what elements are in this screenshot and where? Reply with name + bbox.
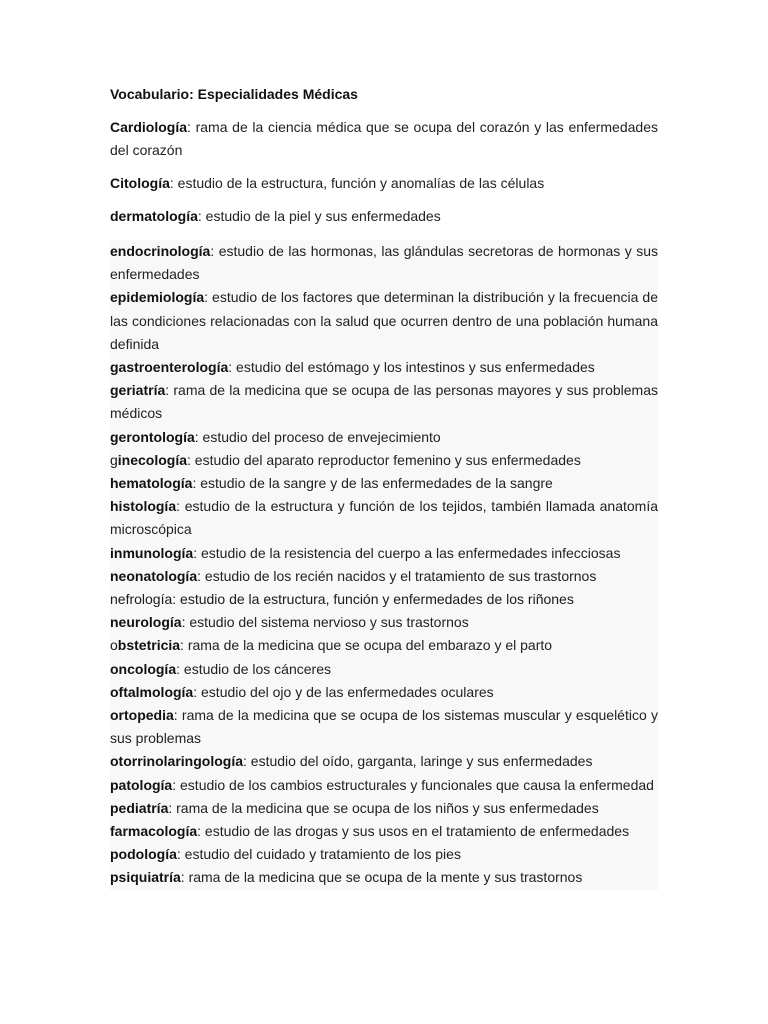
entry-definition: : estudio de los factores que determinan la distribución y la frecuencia de las condiciones relacionadas con la salud que ocurren dentro de una población humana definida	[110, 289, 658, 352]
entry-term: inmunología	[110, 544, 194, 561]
entry-neonatologia	[110, 565, 658, 588]
entry-term: histología	[110, 498, 177, 515]
entry-term: ortopedia	[110, 707, 174, 724]
entry-definition: : estudio del sistema nervioso y sus trastornos	[181, 614, 469, 631]
document-page	[110, 84, 658, 890]
entry-podologia	[110, 843, 658, 866]
entry-term: Citología	[110, 175, 170, 191]
vocabulary-list	[110, 240, 658, 890]
entry-definition: : rama de la medicina que se ocupa de las personas mayores y sus problemas médicos	[110, 382, 658, 422]
entry-term: epidemiología	[110, 289, 205, 306]
entry-term: podología	[110, 846, 177, 863]
entry-gastroenterologia	[110, 356, 658, 379]
entry-inmunologia	[110, 542, 658, 565]
entry-definition: : estudio de la resistencia del cuerpo a las enfermedades infecciosas	[193, 544, 621, 561]
entry-definition: : estudio de la estructura, función y anomalías de las células	[169, 175, 545, 191]
entry-definition: : estudio de la piel y sus enfermedades	[197, 208, 441, 224]
entry-definition: : estudio del oído, garganta, laringe y sus enfermedades	[243, 753, 593, 770]
entry-term: Cardiología	[110, 119, 188, 135]
entry-definition: : estudio de los cánceres	[176, 660, 331, 677]
entry-term: endocrinología	[110, 243, 211, 259]
entry-term: hematología	[110, 475, 193, 492]
entry-term: bstetricia	[117, 637, 181, 654]
entry-definition: : estudio del estómago y los intestinos y sus enfermedades	[228, 359, 595, 376]
entry-ginecologia	[110, 449, 658, 472]
entry-cardiologia	[110, 116, 658, 162]
entry-term: gastroenterología	[110, 359, 229, 376]
document-title: Vocabulario: Especialidades Médicas	[110, 86, 358, 102]
entry-farmacologia	[110, 820, 658, 843]
entry-definition: : rama de la ciencia médica que se ocupa del corazón y las enfermedades del corazón	[110, 119, 658, 158]
entry-definition: : estudio de las hormonas, las glándulas secretoras de hormonas y sus enfermedades	[110, 243, 658, 283]
entry-epidemiologia	[110, 286, 658, 356]
entry-obstetricia	[110, 634, 658, 657]
entry-endocrinologia	[110, 240, 658, 286]
entry-patologia	[110, 774, 658, 797]
entry-gerontologia	[110, 426, 658, 449]
entry-term: patología	[110, 776, 173, 793]
entry-nefrologia	[110, 588, 658, 611]
entry-psiquiatria	[110, 866, 658, 889]
entry-definition: : estudio de los cambios estructurales y funcionales que causa la enfermedad	[172, 776, 654, 793]
entry-term: otorrinolaringología	[110, 753, 243, 770]
entry-lead: g	[110, 451, 118, 468]
entry-lead: nefrología: estudio de la estructura, función y enfermedades de los riñones	[110, 591, 574, 608]
entry-term: dermatología	[110, 208, 198, 224]
entry-definition: : rama de la medicina que se ocupa de los sistemas muscular y esquelético y sus problemas	[110, 707, 658, 747]
entry-term: inecología	[117, 451, 188, 468]
entry-definition: : rama de la medicina que se ocupa de los niños y sus enfermedades	[168, 799, 599, 816]
entry-hematologia	[110, 472, 658, 495]
entry-definition: : estudio del aparato reproductor femenino y sus enfermedades	[187, 451, 581, 468]
entry-oftalmologia	[110, 681, 658, 704]
entry-citologia	[110, 172, 658, 195]
entry-term: oftalmología	[110, 683, 194, 700]
entry-otorrinolaringologia	[110, 750, 658, 773]
entry-term: farmacología	[110, 823, 198, 840]
entry-ortopedia	[110, 704, 658, 750]
entry-term: neurología	[110, 614, 182, 631]
entry-definition: : estudio de la sangre y de las enfermedades de la sangre	[192, 475, 553, 492]
entry-dermatologia	[110, 205, 658, 228]
entry-neurologia	[110, 611, 658, 634]
entry-histologia	[110, 495, 658, 541]
entry-definition: : estudio del ojo y de las enfermedades oculares	[193, 683, 494, 700]
entry-term: neonatología	[110, 567, 198, 584]
entry-definition: : estudio de los recién nacidos y el tratamiento de sus trastornos	[197, 567, 597, 584]
entry-term: gerontología	[110, 428, 195, 445]
entry-definition: : rama de la medicina que se ocupa de la mente y sus trastornos	[180, 869, 583, 886]
entry-geriatria	[110, 379, 658, 425]
entry-definition: : estudio del cuidado y tratamiento de los pies	[176, 846, 461, 863]
entry-term: oncología	[110, 660, 177, 677]
intro-entries	[110, 116, 658, 228]
entry-term: geriatría	[110, 382, 166, 399]
entry-term: psiquiatría	[110, 869, 181, 886]
entry-term: pediatría	[110, 799, 169, 816]
entry-lead: o	[110, 637, 118, 654]
entry-definition: : estudio del proceso de envejecimiento	[194, 428, 441, 445]
entry-definition: : estudio de las drogas y sus usos en el tratamiento de enfermedades	[197, 823, 630, 840]
entry-definition: : rama de la medicina que se ocupa del embarazo y el parto	[180, 637, 553, 654]
entry-oncologia	[110, 658, 658, 681]
entry-definition: : estudio de la estructura y función de los tejidos, también llamada anatomía microscópica	[110, 498, 658, 538]
entry-pediatria	[110, 797, 658, 820]
